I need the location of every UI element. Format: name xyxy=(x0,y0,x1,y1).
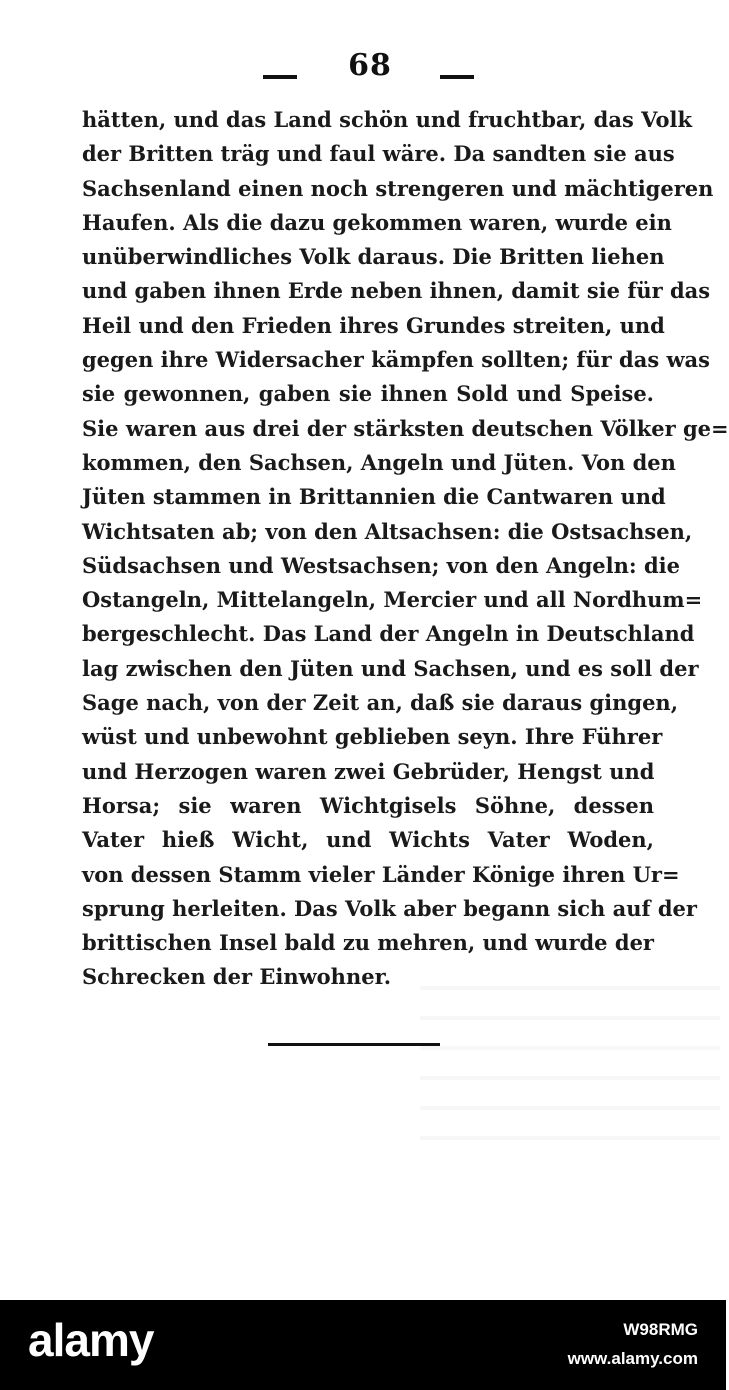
section-end-rule xyxy=(268,1043,440,1046)
text-line: Jüten stammen in Brittannien die Cantwaren und xyxy=(82,484,666,510)
text-line: Sage nach, von der Zeit an, daß sie daraus gingen, xyxy=(82,690,679,716)
text-line: kommen, den Sachsen, Angeln und Jüten. Von den xyxy=(82,449,676,475)
text-line-last: Schrecken der Einwohner. xyxy=(82,964,392,990)
text-line: bergeschlecht. Das Land der Angeln in Deutschland xyxy=(82,621,695,647)
text-line: und Herzogen waren zwei Gebrüder, Hengst und xyxy=(82,758,655,784)
text-line: Wichtsaten ab; von den Altsachsen: die Ostsachsen, xyxy=(82,518,693,544)
text-line: sie gewonnen, gaben sie ihnen Sold und Speise. xyxy=(82,381,654,407)
text-line: von dessen Stamm vieler Länder Könige ihren Ur= xyxy=(82,861,680,887)
image-id: W98RMG xyxy=(623,1320,698,1339)
text-line: Ostangeln, Mittelangeln, Mercier und all Nordhum= xyxy=(82,587,703,613)
page-header xyxy=(0,48,726,98)
text-line: Heil und den Frieden ihres Grundes streiten, und xyxy=(82,312,665,338)
text-line: und gaben ihnen Erde neben ihnen, damit sie für das xyxy=(82,278,711,304)
text-line: der Britten träg und faul wäre. Da sandten sie aus xyxy=(82,141,675,167)
text-line: Horsa; sie waren Wichtgisels Söhne, dessen xyxy=(82,792,654,818)
text-line: unüberwindliches Volk daraus. Die Britten liehen xyxy=(82,244,665,270)
text-line: lag zwischen den Jüten und Sachsen, und es soll der xyxy=(82,655,699,681)
text-line: brittischen Insel bald zu mehren, und wurde der xyxy=(82,930,654,956)
alamy-logo: alamy xyxy=(28,1314,154,1366)
text-line: Südsachsen und Westsachsen; von den Angeln: die xyxy=(82,552,680,578)
text-line: wüst und unbewohnt geblieben seyn. Ihre Führer xyxy=(82,724,663,750)
text-line: Sachsenland einen noch strengeren und mächtigeren xyxy=(82,175,714,201)
text-line: gegen ihre Widersacher kämpfen sollten; für das was xyxy=(82,347,710,373)
page-number: 68 xyxy=(348,48,392,83)
site-url: www.alamy.com xyxy=(567,1349,698,1368)
header-dash-left xyxy=(263,75,297,79)
text-line: Sie waren aus drei der stärksten deutschen Völker ge= xyxy=(82,415,729,441)
text-line: sprung herleiten. Das Volk aber begann sich auf der xyxy=(82,895,697,921)
text-line: Vater hieß Wicht, und Wichts Vater Woden, xyxy=(82,827,654,853)
header-dash-right xyxy=(440,75,474,79)
text-line: hätten, und das Land schön und fruchtbar, das Volk xyxy=(82,107,693,132)
text-line: Haufen. Als die dazu gekommen waren, wurde ein xyxy=(82,209,672,235)
show-through-shadow xyxy=(420,960,720,1160)
body-text xyxy=(82,103,729,995)
